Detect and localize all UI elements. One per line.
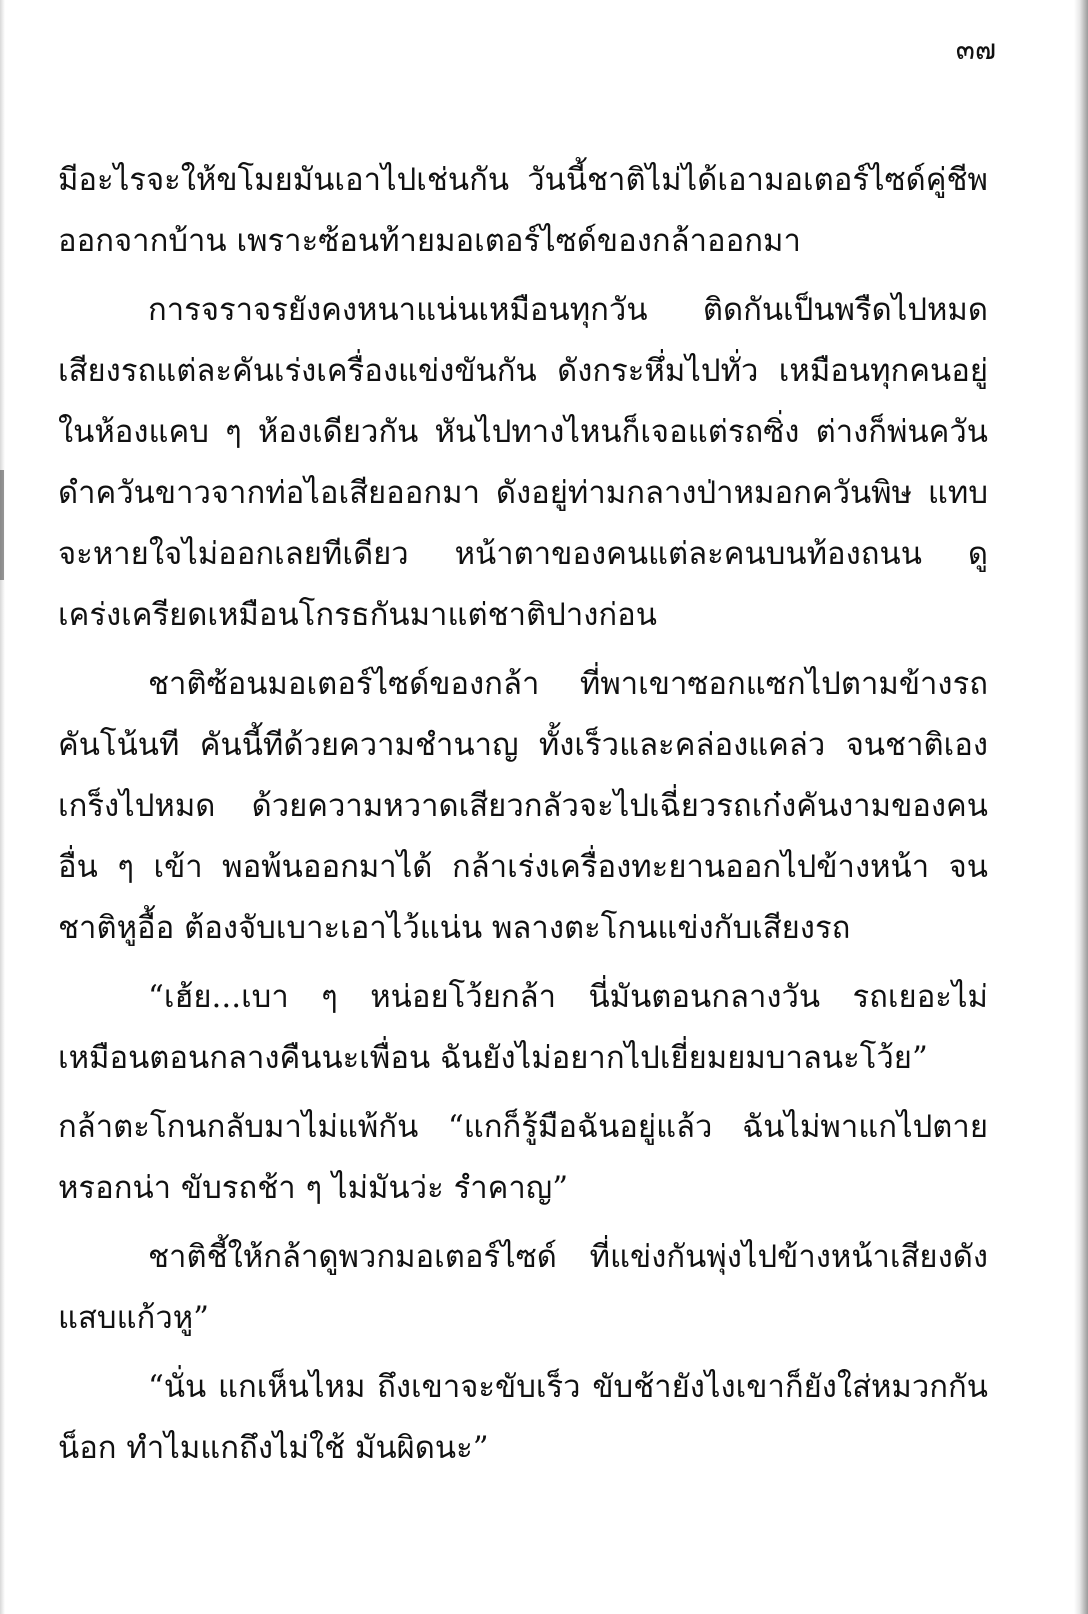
- paragraph-5: กล้าตะโกนกลับมาไม่แพ้กัน “แกก็รู้มือฉันอยู่แล้ว ฉันไม่พาแกไปตายหรอกน่า ขับรถช้า ๆ ไม่มันว่ะ รำคาญ”: [58, 1109, 988, 1206]
- scan-artifact: [0, 470, 4, 580]
- paragraph-2: การจราจรยังคงหนาแน่นเหมือนทุกวัน ติดกันเป็นพรืดไปหมด เสียงรถแต่ละคันเร่งเครื่องแข่งขันกัน ดังกระหึ่มไปทั่ว เหมือนทุกคนอยู่ในห้องแคบ ๆ ห้องเดียวกัน หันไปทางไหนก็เจอแต่รถซิ่ง ต่างก็พ่นควันดำควันขาวจากท่อไอเสียออกมา ดังอยู่ท่ามกลางป่าหมอกควันพิษ แทบจะหายใจไม่ออกเลยทีเดียว หน้าตาของคนแต่ละคนบนท้องถนน ดูเคร่งเครียดเหมือนโกรธกันมาแต่ชาติปางก่อน: [58, 292, 988, 633]
- paragraph-6: ชาติชี้ให้กล้าดูพวกมอเตอร์ไซด์ ที่แข่งกันพุ่งไปข้างหน้าเสียงดังแสบแก้วหู”: [58, 1239, 988, 1336]
- paragraph-7: “นั่น แกเห็นไหม ถึงเขาจะขับเร็ว ขับช้ายังไงเขาก็ยังใส่หมวกกันน็อก ทำไมแกถึงไม่ใช้ มันผิดนะ”: [58, 1369, 988, 1466]
- paragraph-4: “เฮ้ย...เบา ๆ หน่อยโว้ยกล้า นี่มันตอนกลางวัน รถเยอะไม่เหมือนตอนกลางคืนนะเพื่อน ฉันยังไม่อยากไปเยี่ยมยมบาลนะโว้ย”: [58, 979, 988, 1076]
- scan-edge-left: [0, 0, 5, 1614]
- paragraph-1: มีอะไรจะให้ขโมยมันเอาไปเช่นกัน วันนี้ชาติไม่ได้เอามอเตอร์ไซด์คู่ชีพออกจากบ้าน เพราะซ้อนท้ายมอเตอร์ไซด์ของกล้าออกมา: [58, 162, 988, 259]
- body-text: [58, 150, 988, 1487]
- scan-edge-right: [1074, 0, 1088, 1614]
- page-number: ๓๗: [955, 33, 996, 66]
- paragraph-3: ชาติซ้อนมอเตอร์ไซด์ของกล้า ที่พาเขาซอกแซกไปตามข้างรถคันโน้นที คันนี้ทีด้วยความชำนาญ ทั้งเร็วและคล่องแคล่ว จนชาติเองเกร็งไปหมด ด้วยความหวาดเสียวกลัวจะไปเฉี่ยวรถเก๋งคันงามของคนอื่น ๆ เข้า พอพ้นออกมาได้ กล้าเร่งเครื่องทะยานออกไปข้างหน้า จนชาติหูอื้อ ต้องจับเบาะเอาไว้แน่น พลางตะโกนแข่งกับเสียงรถ: [58, 666, 988, 946]
